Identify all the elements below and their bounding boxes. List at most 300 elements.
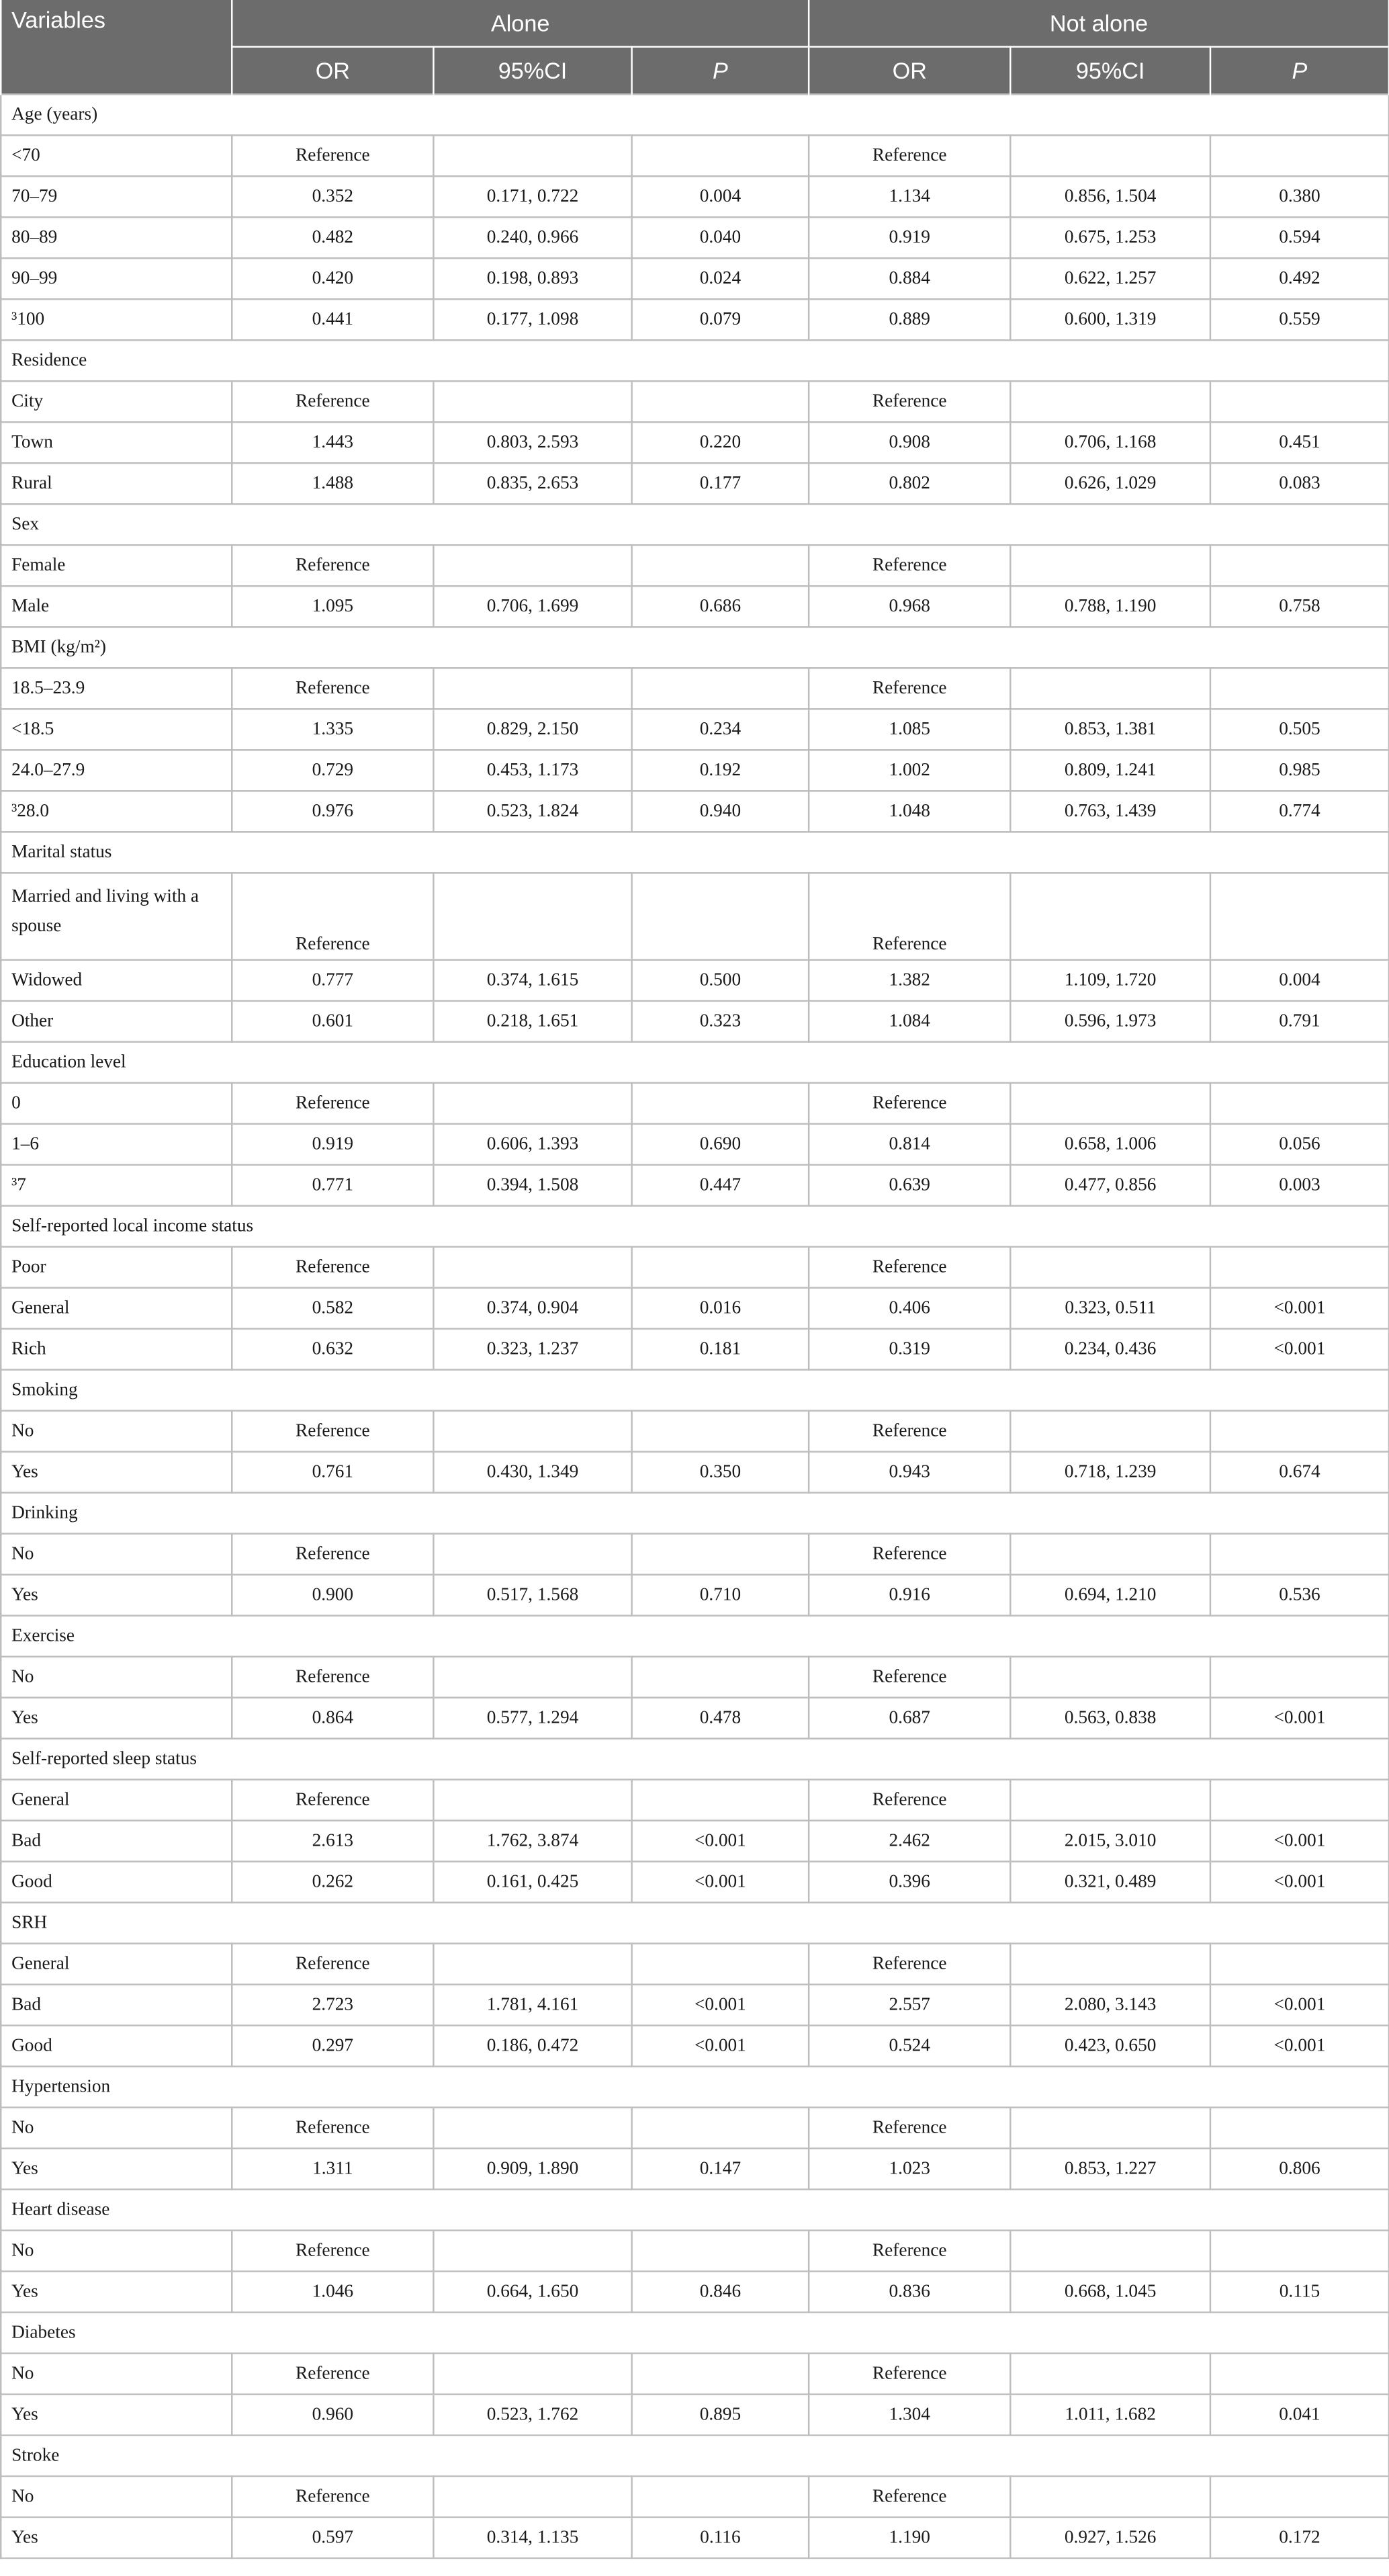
section-label: Sex	[1, 504, 1389, 545]
row-label: Yes	[1, 1575, 232, 1616]
cell-n-p	[1210, 1657, 1389, 1698]
cell-a-or: Reference	[232, 1247, 433, 1288]
cell-n-p	[1210, 2231, 1389, 2272]
cell-a-ci	[433, 2477, 631, 2518]
cell-n-or: Reference	[809, 135, 1010, 176]
cell-a-or: 0.976	[232, 791, 433, 832]
table-row	[1, 1657, 1389, 1698]
table-row	[1, 1288, 1389, 1329]
row-label: Yes	[1, 1452, 232, 1493]
cell-n-p: 0.559	[1210, 299, 1389, 340]
cell-n-ci	[1010, 2354, 1210, 2395]
cell-a-ci	[433, 873, 631, 959]
cell-a-or: 1.095	[232, 586, 433, 627]
row-label: Widowed	[1, 960, 232, 1001]
cell-n-p: <0.001	[1210, 1698, 1389, 1739]
table-row	[1, 1575, 1389, 1616]
cell-n-p	[1210, 1534, 1389, 1575]
cell-n-ci	[1010, 668, 1210, 709]
cell-n-p: 0.004	[1210, 960, 1389, 1001]
cell-a-or: 0.729	[232, 750, 433, 791]
cell-n-p: 0.985	[1210, 750, 1389, 791]
row-label: Good	[1, 2026, 232, 2067]
table-row	[1, 545, 1389, 586]
cell-n-ci: 0.234, 0.436	[1010, 1329, 1210, 1370]
table-row	[1, 1821, 1389, 1862]
cell-a-or: 0.761	[232, 1452, 433, 1493]
cell-n-p: 0.774	[1210, 791, 1389, 832]
section-row	[1, 2067, 1389, 2108]
table-row	[1, 1452, 1389, 1493]
cell-a-or: 0.352	[232, 176, 433, 217]
cell-n-ci: 2.080, 3.143	[1010, 1985, 1210, 2026]
cell-n-ci: 0.927, 1.526	[1010, 2518, 1210, 2559]
cell-n-p	[1210, 381, 1389, 422]
cell-n-or: 0.319	[809, 1329, 1010, 1370]
cell-a-ci	[433, 2231, 631, 2272]
cell-n-or: 0.968	[809, 586, 1010, 627]
cell-a-p	[632, 1944, 809, 1985]
cell-a-ci	[433, 668, 631, 709]
cell-a-p: 0.500	[632, 960, 809, 1001]
cell-a-ci: 0.517, 1.568	[433, 1575, 631, 1616]
cell-a-or: Reference	[232, 545, 433, 586]
cell-n-p: 0.380	[1210, 176, 1389, 217]
cell-n-or: 1.382	[809, 960, 1010, 1001]
table-row	[1, 960, 1389, 1001]
cell-a-p: 0.220	[632, 422, 809, 463]
cell-a-ci: 0.218, 1.651	[433, 1001, 631, 1042]
cell-a-p: 0.447	[632, 1165, 809, 1206]
cell-a-p: 0.016	[632, 1288, 809, 1329]
cell-n-ci: 0.668, 1.045	[1010, 2272, 1210, 2313]
cell-a-ci	[433, 545, 631, 586]
cell-a-or: 0.960	[232, 2395, 433, 2436]
cell-a-p	[632, 1083, 809, 1124]
cell-a-or: 0.771	[232, 1165, 433, 1206]
section-label: Stroke	[1, 2436, 1389, 2477]
cell-n-p	[1210, 2477, 1389, 2518]
table-row	[1, 1165, 1389, 1206]
cell-n-or: Reference	[809, 1411, 1010, 1452]
table-row	[1, 1247, 1389, 1288]
header-row-groups	[1, 0, 1389, 47]
cell-n-or: Reference	[809, 381, 1010, 422]
cell-n-p	[1210, 1247, 1389, 1288]
cell-a-ci: 1.762, 3.874	[433, 1821, 631, 1862]
table-row	[1, 422, 1389, 463]
cell-n-or: 0.814	[809, 1124, 1010, 1165]
cell-a-or: Reference	[232, 1534, 433, 1575]
cell-a-ci: 0.835, 2.653	[433, 463, 631, 504]
cell-a-or: 0.441	[232, 299, 433, 340]
section-row	[1, 2190, 1389, 2231]
cell-a-ci: 0.706, 1.699	[433, 586, 631, 627]
cell-a-ci: 0.394, 1.508	[433, 1165, 631, 1206]
cell-n-ci	[1010, 1944, 1210, 1985]
row-label: Married and living with a spouse	[1, 873, 232, 959]
table-row	[1, 1001, 1389, 1042]
cell-n-ci	[1010, 1780, 1210, 1821]
cell-a-p	[632, 1247, 809, 1288]
cell-a-p	[632, 381, 809, 422]
cell-n-ci	[1010, 2108, 1210, 2149]
cell-n-ci: 0.809, 1.241	[1010, 750, 1210, 791]
table-row	[1, 1862, 1389, 1903]
cell-a-ci: 0.829, 2.150	[433, 709, 631, 750]
header-alone-ci: 95%CI	[433, 47, 631, 95]
header-alone-or: OR	[232, 47, 433, 95]
section-label: Smoking	[1, 1370, 1389, 1411]
cell-a-or: 0.900	[232, 1575, 433, 1616]
cell-n-ci	[1010, 2231, 1210, 2272]
cell-n-p	[1210, 1944, 1389, 1985]
cell-a-ci	[433, 1083, 631, 1124]
cell-n-ci: 2.015, 3.010	[1010, 1821, 1210, 1862]
cell-a-p	[632, 1411, 809, 1452]
table-header	[1, 0, 1389, 94]
cell-a-or: Reference	[232, 2354, 433, 2395]
row-label: 80–89	[1, 217, 232, 258]
cell-n-p: 0.594	[1210, 217, 1389, 258]
cell-a-ci	[433, 135, 631, 176]
row-label: No	[1, 2231, 232, 2272]
cell-n-or: 1.084	[809, 1001, 1010, 1042]
cell-a-p	[632, 2231, 809, 2272]
cell-a-ci: 1.781, 4.161	[433, 1985, 631, 2026]
row-label: Bad	[1, 1985, 232, 2026]
cell-n-ci: 1.011, 1.682	[1010, 2395, 1210, 2436]
cell-a-or: 0.864	[232, 1698, 433, 1739]
cell-a-ci: 0.198, 0.893	[433, 258, 631, 299]
cell-a-ci: 0.240, 0.966	[433, 217, 631, 258]
section-row	[1, 504, 1389, 545]
cell-a-p: 0.690	[632, 1124, 809, 1165]
cell-n-ci: 0.600, 1.319	[1010, 299, 1210, 340]
row-label: Yes	[1, 2518, 232, 2559]
cell-n-or: 0.943	[809, 1452, 1010, 1493]
table-row	[1, 2108, 1389, 2149]
cell-n-or: Reference	[809, 1657, 1010, 1698]
section-label: Residence	[1, 340, 1389, 381]
cell-a-or: 0.297	[232, 2026, 433, 2067]
cell-a-p: 0.079	[632, 299, 809, 340]
cell-n-p: <0.001	[1210, 2026, 1389, 2067]
cell-n-ci: 0.763, 1.439	[1010, 791, 1210, 832]
cell-n-or: 0.836	[809, 2272, 1010, 2313]
cell-a-or: Reference	[232, 381, 433, 422]
cell-n-ci: 0.321, 0.489	[1010, 1862, 1210, 1903]
cell-n-or: 0.889	[809, 299, 1010, 340]
table-row	[1, 1534, 1389, 1575]
cell-n-or: Reference	[809, 1083, 1010, 1124]
row-label: 70–79	[1, 176, 232, 217]
cell-a-p	[632, 2108, 809, 2149]
cell-a-p: 0.177	[632, 463, 809, 504]
cell-n-or: Reference	[809, 1944, 1010, 1985]
section-row	[1, 1616, 1389, 1657]
section-label: Diabetes	[1, 2313, 1389, 2354]
row-label: 24.0–27.9	[1, 750, 232, 791]
cell-n-or: 1.048	[809, 791, 1010, 832]
table-row	[1, 2354, 1389, 2395]
cell-a-p	[632, 1657, 809, 1698]
cell-n-ci	[1010, 1083, 1210, 1124]
cell-n-ci	[1010, 1411, 1210, 1452]
cell-a-or: 0.632	[232, 1329, 433, 1370]
cell-a-p: <0.001	[632, 1862, 809, 1903]
cell-n-or: Reference	[809, 2354, 1010, 2395]
cell-n-p: <0.001	[1210, 1985, 1389, 2026]
row-label: No	[1, 2108, 232, 2149]
row-label: No	[1, 2354, 232, 2395]
row-label: Other	[1, 1001, 232, 1042]
cell-n-p: <0.001	[1210, 1329, 1389, 1370]
section-label: Education level	[1, 1042, 1389, 1083]
table-row	[1, 1329, 1389, 1370]
row-label: ³7	[1, 1165, 232, 1206]
header-group-not-alone: Not alone	[809, 0, 1389, 47]
table-row	[1, 2231, 1389, 2272]
cell-n-or: 1.023	[809, 2149, 1010, 2190]
cell-a-or: 1.311	[232, 2149, 433, 2190]
cell-n-ci: 0.856, 1.504	[1010, 176, 1210, 217]
cell-a-p: 0.116	[632, 2518, 809, 2559]
cell-n-ci	[1010, 1534, 1210, 1575]
cell-a-ci	[433, 381, 631, 422]
cell-n-p	[1210, 2354, 1389, 2395]
row-label: Yes	[1, 2395, 232, 2436]
row-label: No	[1, 1411, 232, 1452]
cell-n-p: 0.791	[1210, 1001, 1389, 1042]
cell-n-or: 0.396	[809, 1862, 1010, 1903]
cell-a-ci	[433, 2108, 631, 2149]
cell-a-or: 0.919	[232, 1124, 433, 1165]
row-label: 18.5–23.9	[1, 668, 232, 709]
cell-n-p	[1210, 873, 1389, 959]
cell-a-p	[632, 2477, 809, 2518]
header-not-alone-or: OR	[809, 47, 1010, 95]
cell-n-p	[1210, 1083, 1389, 1124]
cell-n-ci	[1010, 545, 1210, 586]
cell-n-ci	[1010, 1657, 1210, 1698]
cell-a-p	[632, 873, 809, 959]
cell-n-or: 0.916	[809, 1575, 1010, 1616]
cell-n-or: 1.002	[809, 750, 1010, 791]
cell-n-or: Reference	[809, 2108, 1010, 2149]
cell-a-or: Reference	[232, 2108, 433, 2149]
cell-a-ci	[433, 1657, 631, 1698]
header-alone-p: P	[632, 47, 809, 95]
table-row	[1, 873, 1389, 959]
cell-a-or: Reference	[232, 1411, 433, 1452]
section-row	[1, 340, 1389, 381]
cell-a-or: 1.443	[232, 422, 433, 463]
table-row	[1, 709, 1389, 750]
cell-n-p: 0.492	[1210, 258, 1389, 299]
cell-n-ci: 1.109, 1.720	[1010, 960, 1210, 1001]
cell-a-p: 0.234	[632, 709, 809, 750]
cell-n-ci: 0.853, 1.381	[1010, 709, 1210, 750]
cell-n-ci: 0.626, 1.029	[1010, 463, 1210, 504]
row-label: Yes	[1, 1698, 232, 1739]
cell-a-or: 1.335	[232, 709, 433, 750]
row-label: General	[1, 1288, 232, 1329]
header-not-alone-ci: 95%CI	[1010, 47, 1210, 95]
cell-n-ci: 0.477, 0.856	[1010, 1165, 1210, 1206]
cell-n-or: 1.134	[809, 176, 1010, 217]
cell-n-p: 0.451	[1210, 422, 1389, 463]
cell-n-or: Reference	[809, 2477, 1010, 2518]
cell-n-or: 2.462	[809, 1821, 1010, 1862]
cell-n-or: Reference	[809, 873, 1010, 959]
row-label: <18.5	[1, 709, 232, 750]
cell-n-ci: 0.622, 1.257	[1010, 258, 1210, 299]
cell-a-ci: 0.323, 1.237	[433, 1329, 631, 1370]
row-label: Bad	[1, 1821, 232, 1862]
cell-n-p	[1210, 668, 1389, 709]
section-row	[1, 2436, 1389, 2477]
cell-a-ci	[433, 1534, 631, 1575]
table-row	[1, 2026, 1389, 2067]
section-row	[1, 94, 1389, 135]
section-label: BMI (kg/m²)	[1, 627, 1389, 668]
cell-n-ci: 0.853, 1.227	[1010, 2149, 1210, 2190]
cell-a-p	[632, 135, 809, 176]
cell-a-or: Reference	[232, 2231, 433, 2272]
table-row	[1, 135, 1389, 176]
cell-n-p: 0.674	[1210, 1452, 1389, 1493]
table-row	[1, 1124, 1389, 1165]
section-label: Exercise	[1, 1616, 1389, 1657]
cell-a-p: <0.001	[632, 2026, 809, 2067]
cell-n-p	[1210, 1411, 1389, 1452]
row-label: No	[1, 1534, 232, 1575]
row-label: Poor	[1, 1247, 232, 1288]
cell-a-or: 0.262	[232, 1862, 433, 1903]
cell-n-ci	[1010, 873, 1210, 959]
cell-n-p: <0.001	[1210, 1821, 1389, 1862]
cell-a-p: <0.001	[632, 1821, 809, 1862]
cell-a-p: 0.478	[632, 1698, 809, 1739]
section-row	[1, 627, 1389, 668]
cell-a-ci: 0.909, 1.890	[433, 2149, 631, 2190]
section-row	[1, 1493, 1389, 1534]
cell-n-ci: 0.788, 1.190	[1010, 586, 1210, 627]
row-label: No	[1, 2477, 232, 2518]
cell-n-ci	[1010, 2477, 1210, 2518]
cell-a-p: 0.004	[632, 176, 809, 217]
cell-a-p	[632, 668, 809, 709]
cell-n-or: 0.524	[809, 2026, 1010, 2067]
cell-a-ci: 0.606, 1.393	[433, 1124, 631, 1165]
table-row	[1, 2518, 1389, 2559]
cell-a-or: Reference	[232, 873, 433, 959]
table-row	[1, 2477, 1389, 2518]
cell-a-ci: 0.374, 1.615	[433, 960, 631, 1001]
cell-n-p: 0.115	[1210, 2272, 1389, 2313]
cell-a-ci	[433, 1411, 631, 1452]
cell-a-or: 2.723	[232, 1985, 433, 2026]
cell-n-ci: 0.658, 1.006	[1010, 1124, 1210, 1165]
cell-n-p: 0.758	[1210, 586, 1389, 627]
header-not-alone-p: P	[1210, 47, 1389, 95]
cell-a-or: Reference	[232, 135, 433, 176]
cell-a-p: 0.846	[632, 2272, 809, 2313]
section-row	[1, 1370, 1389, 1411]
cell-n-or: Reference	[809, 2231, 1010, 2272]
section-row	[1, 1903, 1389, 1944]
cell-a-p: 0.323	[632, 1001, 809, 1042]
cell-a-ci: 0.186, 0.472	[433, 2026, 631, 2067]
table-row	[1, 258, 1389, 299]
section-row	[1, 832, 1389, 873]
cell-a-p: 0.192	[632, 750, 809, 791]
cell-n-or: Reference	[809, 1534, 1010, 1575]
row-label: Yes	[1, 2149, 232, 2190]
row-label: Male	[1, 586, 232, 627]
cell-n-p: 0.806	[1210, 2149, 1389, 2190]
cell-a-p: 0.895	[632, 2395, 809, 2436]
cell-a-p: 0.710	[632, 1575, 809, 1616]
cell-a-ci: 0.453, 1.173	[433, 750, 631, 791]
row-label: 0	[1, 1083, 232, 1124]
section-label: Drinking	[1, 1493, 1389, 1534]
cell-n-ci: 0.675, 1.253	[1010, 217, 1210, 258]
cell-a-p: 0.940	[632, 791, 809, 832]
cell-n-p: 0.041	[1210, 2395, 1389, 2436]
section-label: Self-reported sleep status	[1, 1739, 1389, 1780]
cell-n-p: 0.536	[1210, 1575, 1389, 1616]
section-label: SRH	[1, 1903, 1389, 1944]
cell-a-ci: 0.374, 0.904	[433, 1288, 631, 1329]
cell-a-ci	[433, 1780, 631, 1821]
cell-n-or: 1.085	[809, 709, 1010, 750]
cell-n-or: 0.639	[809, 1165, 1010, 1206]
cell-n-or: 1.190	[809, 2518, 1010, 2559]
cell-n-or: 0.687	[809, 1698, 1010, 1739]
row-label: No	[1, 1657, 232, 1698]
cell-a-or: Reference	[232, 1083, 433, 1124]
cell-n-or: 1.304	[809, 2395, 1010, 2436]
cell-a-ci: 0.171, 0.722	[433, 176, 631, 217]
cell-a-or: 1.046	[232, 2272, 433, 2313]
row-label: City	[1, 381, 232, 422]
cell-n-ci	[1010, 381, 1210, 422]
cell-a-p: 0.181	[632, 1329, 809, 1370]
cell-a-or: Reference	[232, 668, 433, 709]
cell-n-p: 0.083	[1210, 463, 1389, 504]
table-row	[1, 750, 1389, 791]
section-row	[1, 1739, 1389, 1780]
section-label: Age (years)	[1, 94, 1389, 135]
row-label: General	[1, 1944, 232, 1985]
cell-n-p: 0.003	[1210, 1165, 1389, 1206]
cell-n-p	[1210, 2108, 1389, 2149]
cell-a-p	[632, 545, 809, 586]
cell-n-p	[1210, 1780, 1389, 1821]
cell-n-ci: 0.323, 0.511	[1010, 1288, 1210, 1329]
cell-n-p	[1210, 545, 1389, 586]
cell-n-ci: 0.706, 1.168	[1010, 422, 1210, 463]
table-row	[1, 2395, 1389, 2436]
table-row	[1, 1985, 1389, 2026]
cell-a-p	[632, 2354, 809, 2395]
cell-n-or: Reference	[809, 1247, 1010, 1288]
header-variables: Variables	[1, 0, 232, 94]
row-label: Female	[1, 545, 232, 586]
cell-n-or: Reference	[809, 545, 1010, 586]
